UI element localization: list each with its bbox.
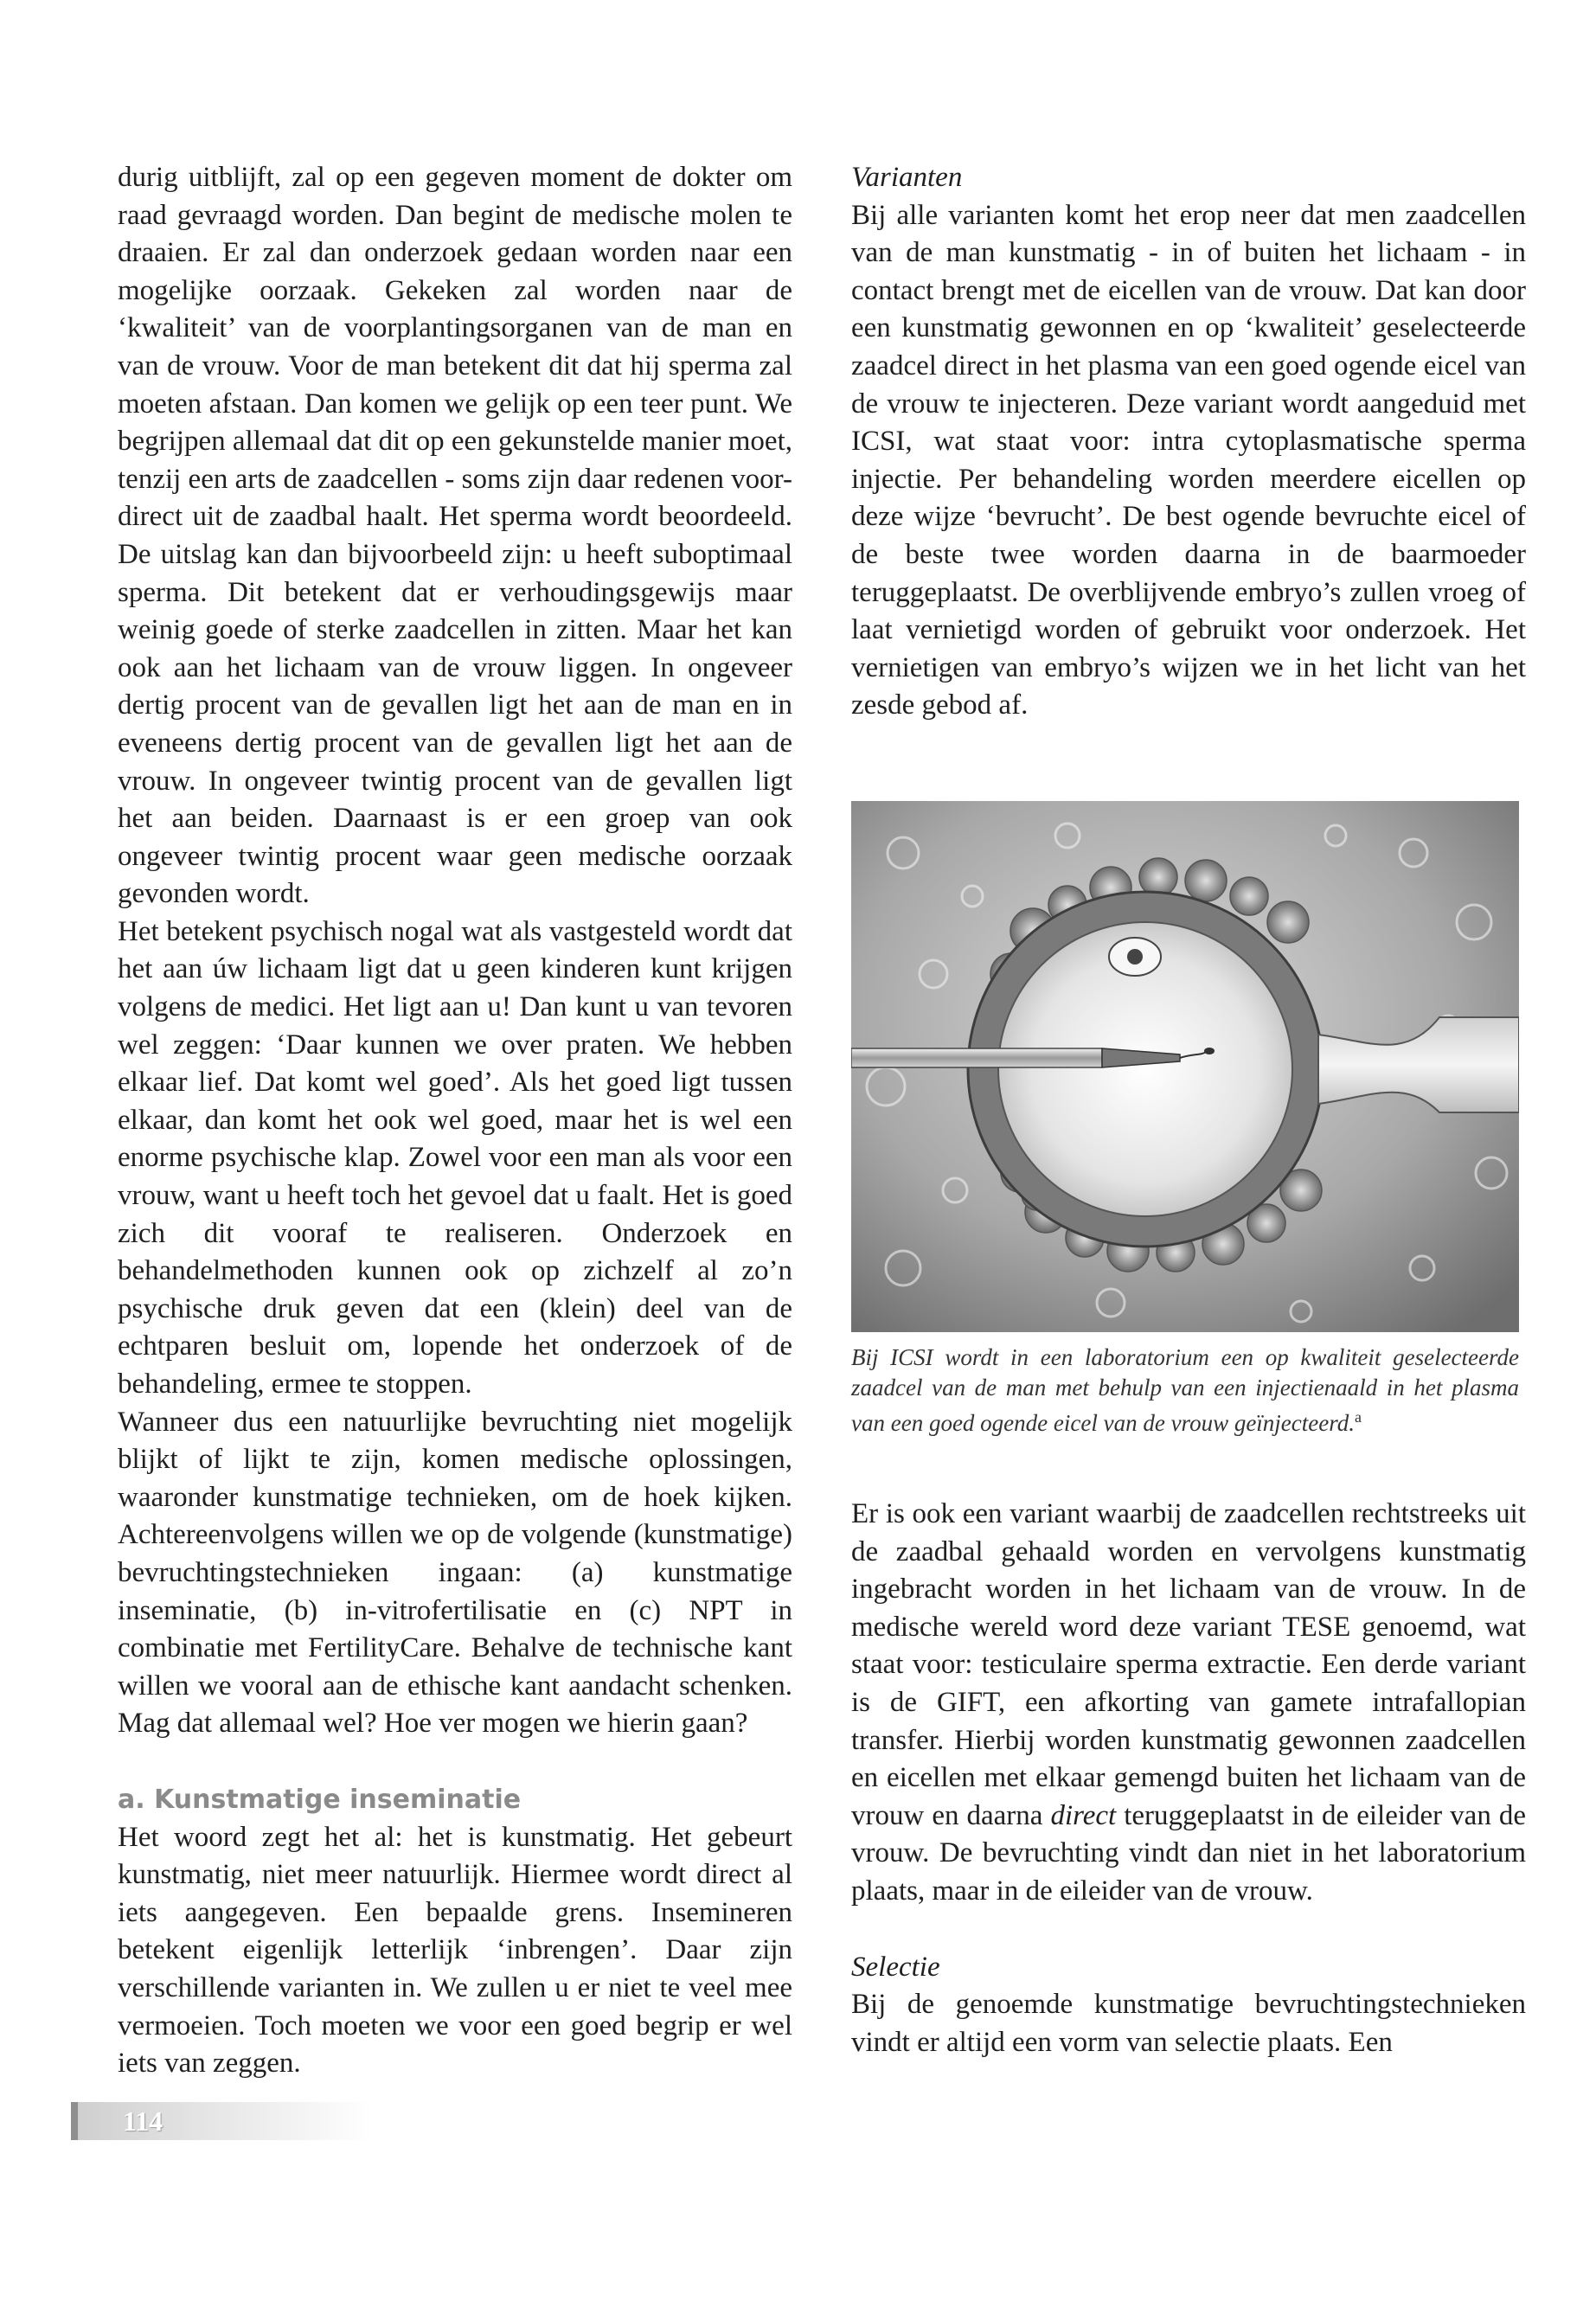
body-paragraph: Het betekent psychisch nogal wat als vastgesteld wordt dat het aan úw lichaam ligt dat u geen kinderen kunt krijgen volgens de medici. Het ligt aan u! Dan kunt u van tevoren wel zeggen: ‘Daar kunnen we over praten. We hebben elkaar lief. Dat komt wel goed’. Als het goed ligt tussen elkaar, dan komt het ook wel goed, maar het is wel een enorme psychische klap. Zowel voor een man als voor een vrouw, want u heeft toch het gevoel dat u faalt. Het is goed zich dit vooraf te realiseren. Onderzoek en behandelmethoden kunnen ook op zichzelf al zo’n psychische druk geven dat een (klein) deel van de echtparen besluit om, lopende het onderzoek of de behandeling, ermee te stoppen. — [118, 915, 792, 1400]
left-column — [118, 159, 792, 2083]
subheading-selectie: Selectie — [851, 1951, 940, 1983]
body-paragraph: Bij alle varianten komt het erop neer dat men zaadcellen van de man kunstmatig - in of buiten het lichaam - in contact brengt met de eicellen van de vrouw. Dat kan door een kunstmatig gewonnen en op ‘kwaliteit’ geselecteerde zaadcel direct in het plasma van een goed ogende eicel van de vrouw te injecteren. Deze variant wordt aangeduid met ICSI, wat staat voor: intra cytoplasmatische sperma injectie. Per behandeling worden meerdere eicellen op deze wijze ‘bevrucht’. De best ogende bevruchte eicel of de beste twee worden daarna in de baarmoeder teruggeplaatst. De overblijvende embryo’s zullen vroeg of laat vernietigd worden of gebruikt voor onderzoek. Het vernietigen van embryo’s wijzen we in het licht van het zesde gebod af. — [851, 199, 1526, 721]
icsi-illustration — [851, 801, 1519, 1332]
section-heading: a. Kunstmatige inseminatie — [118, 1784, 522, 1815]
page-number: 114 — [123, 2106, 163, 2137]
tese-text-after: teruggeplaatst in de eileider van de vrouw. De bevruchting vindt dan niet in het laboratorium plaats, maar in de eileider van de vrouw. — [851, 1799, 1526, 1907]
body-paragraph: durig uitblijft, zal op een gegeven moment de dokter om raad gevraagd worden. Dan begint de medische molen te draaien. Er zal dan onderzoek gedaan worden naar een mogelijke oorzaak. Gekeken zal worden naar de ‘kwaliteit’ van de voorplantingsorganen van de man en van de vrouw. Voor de man betekent dit dat hij sperma zal moeten afstaan. Dan komen we gelijk op een teer punt. We begrijpen allemaal dat dit op een gekunstelde manier moet, tenzij een arts de zaadcellen - soms zijn daar redenen voor- direct uit de zaadbal haalt. Het sperma wordt beoordeeld. De uitslag kan dan bijvoorbeeld zijn: u heeft suboptimaal sperma. Dit betekent dat er verhoudingsgewijs maar weinig goede of sterke zaadcellen in zitten. Maar het kan ook aan het lichaam van de vrouw liggen. In ongeveer dertig procent van de gevallen ligt het aan de man en in eveneens dertig procent van de gevallen ligt het aan de vrouw. In ongeveer twintig procent van de gevallen ligt het aan beiden. Daarnaast is er een groep van ook ongeveer twintig procent waar geen medische oorzaak gevonden wordt. — [118, 162, 792, 910]
body-paragraph: Wanneer dus een natuurlijke bevruchting niet mogelijk blijkt of lijkt te zijn, komen medische oplossingen, waaronder kunstmatige technieken, om de hoek kijken. Achtereenvolgens willen we op de volgende (kunstmatige) bevruchtingstechnieken ingaan: (a) kunstmatige inseminatie, (b) in-vitrofertilisatie en (c) NPT in combinatie met FertilityCare. Behalve de technische kant willen we vooral aan de ethische kant aandacht schenken. Mag dat allemaal wel? Hoe ver mogen we hierin gaan? — [118, 1406, 792, 1740]
body-paragraph: Bij de genoemde kunstmatige bevruchtingstechnieken vindt er altijd een vorm van selectie plaats. Een — [851, 1989, 1526, 2058]
body-paragraph: Het woord zegt het al: het is kunstmatig. Het gebeurt kunstmatig, niet meer natuurlijk. Hiermee wordt direct al iets aangegeven. Een bepaalde grens. Insemineren betekent eigenlijk letterlijk ‘inbrengen’. Daar zijn verschillende varianten in. We zullen u er niet te veel mee vermoeien. Toch moeten we voor een goed begrip er wel iets van zeggen. — [118, 1821, 792, 2080]
body-paragraph-tese — [851, 1496, 1526, 1911]
right-column-lower — [851, 1496, 1526, 2061]
caption-note-marker: a — [1355, 1408, 1362, 1426]
subheading-varianten: Varianten — [851, 162, 963, 193]
figure-caption — [851, 1343, 1519, 1439]
tese-text-emphasis: direct — [1050, 1799, 1117, 1831]
page-footer — [71, 2102, 372, 2140]
right-column — [851, 159, 1526, 725]
caption-text: Bij ICSI wordt in een laboratorium een op kwaliteit geselecteerde zaadcel van de man met behulp van een injectienaald in het plasma van een goed ogende eicel van de vrouw geïnjecteerd. — [851, 1344, 1519, 1436]
tese-text-before: Er is ook een variant waarbij de zaadcellen rechtstreeks uit de zaadbal gehaald worden en vervolgens kunstmatig ingebracht worden in het lichaam van de vrouw. In de medische wereld word deze variant TESE genoemd, wat staat voor: testiculaire sperma extractie. Een derde variant is de GIFT, een afkorting van gamete intrafallopian transfer. Hierbij worden kunstmatig gewonnen zaadcellen en eicellen met elkaar gemengd buiten het lichaam van de vrouw en daarna — [851, 1498, 1526, 1831]
